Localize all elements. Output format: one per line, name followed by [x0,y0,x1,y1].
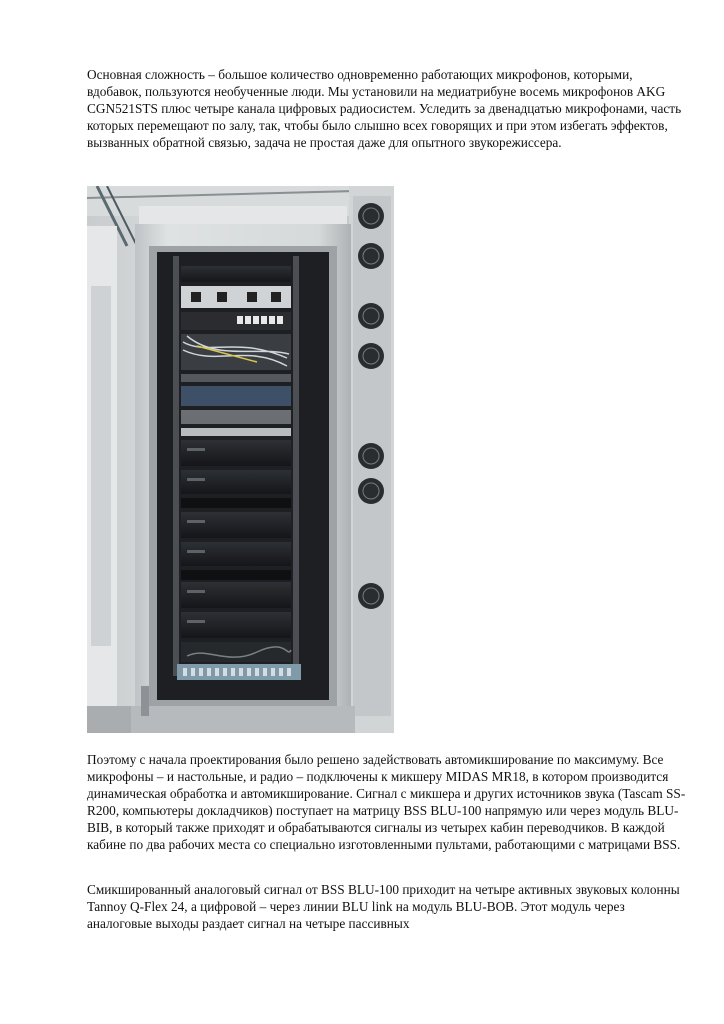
paragraph-automixing: Поэтому с начала проектирования было решено задействовать автомикширование по максимуму. Все микрофоны – и настольные, и радио – подключены к микшеру MIDAS MR18, в котором производится динамическая обработка и автомикширование. Сигнал с микшера и других источников звука (Tascam SS-R200, компьютеры докладчиков) поступает на матрицу BSS BLU-100 напрямую или через модуль BLU-BIB, в который также приходят и обрабатываются сигналы из четырех кабин переводчиков. В каждой кабине по два рабочих места со специально изготовленными пультами, работающими с матрицами BSS. [87,752,686,852]
paragraph-signal-routing: Смикшированный аналоговый сигнал от BSS BLU-100 приходит на четыре активных звуковых колонны Tannoy Q-Flex 24, а цифровой – через линии BLU link на модуль BLU-BOB. Этот модуль через аналоговые выходы раздает сигнал на четыре пассивных [87,882,680,931]
paragraph-intro: Основная сложность – большое количество одновременно работающих микрофонов, которыми, вдобавок, пользуются необученные люди. Мы установили на медиатрибуне восемь микрофонов AKG CGN521STS плюс четыре канала цифровых радиосистем. Уследить за двенадцатью микрофонами, часть которых перемещают по залу, так, чтобы было слышно всех говорящих и при этом избегать эффектов, вызванных обратной связью, задача не простая даже для опытного звукорежиссера. [87,67,682,150]
equipment-rack-photo [87,186,394,733]
